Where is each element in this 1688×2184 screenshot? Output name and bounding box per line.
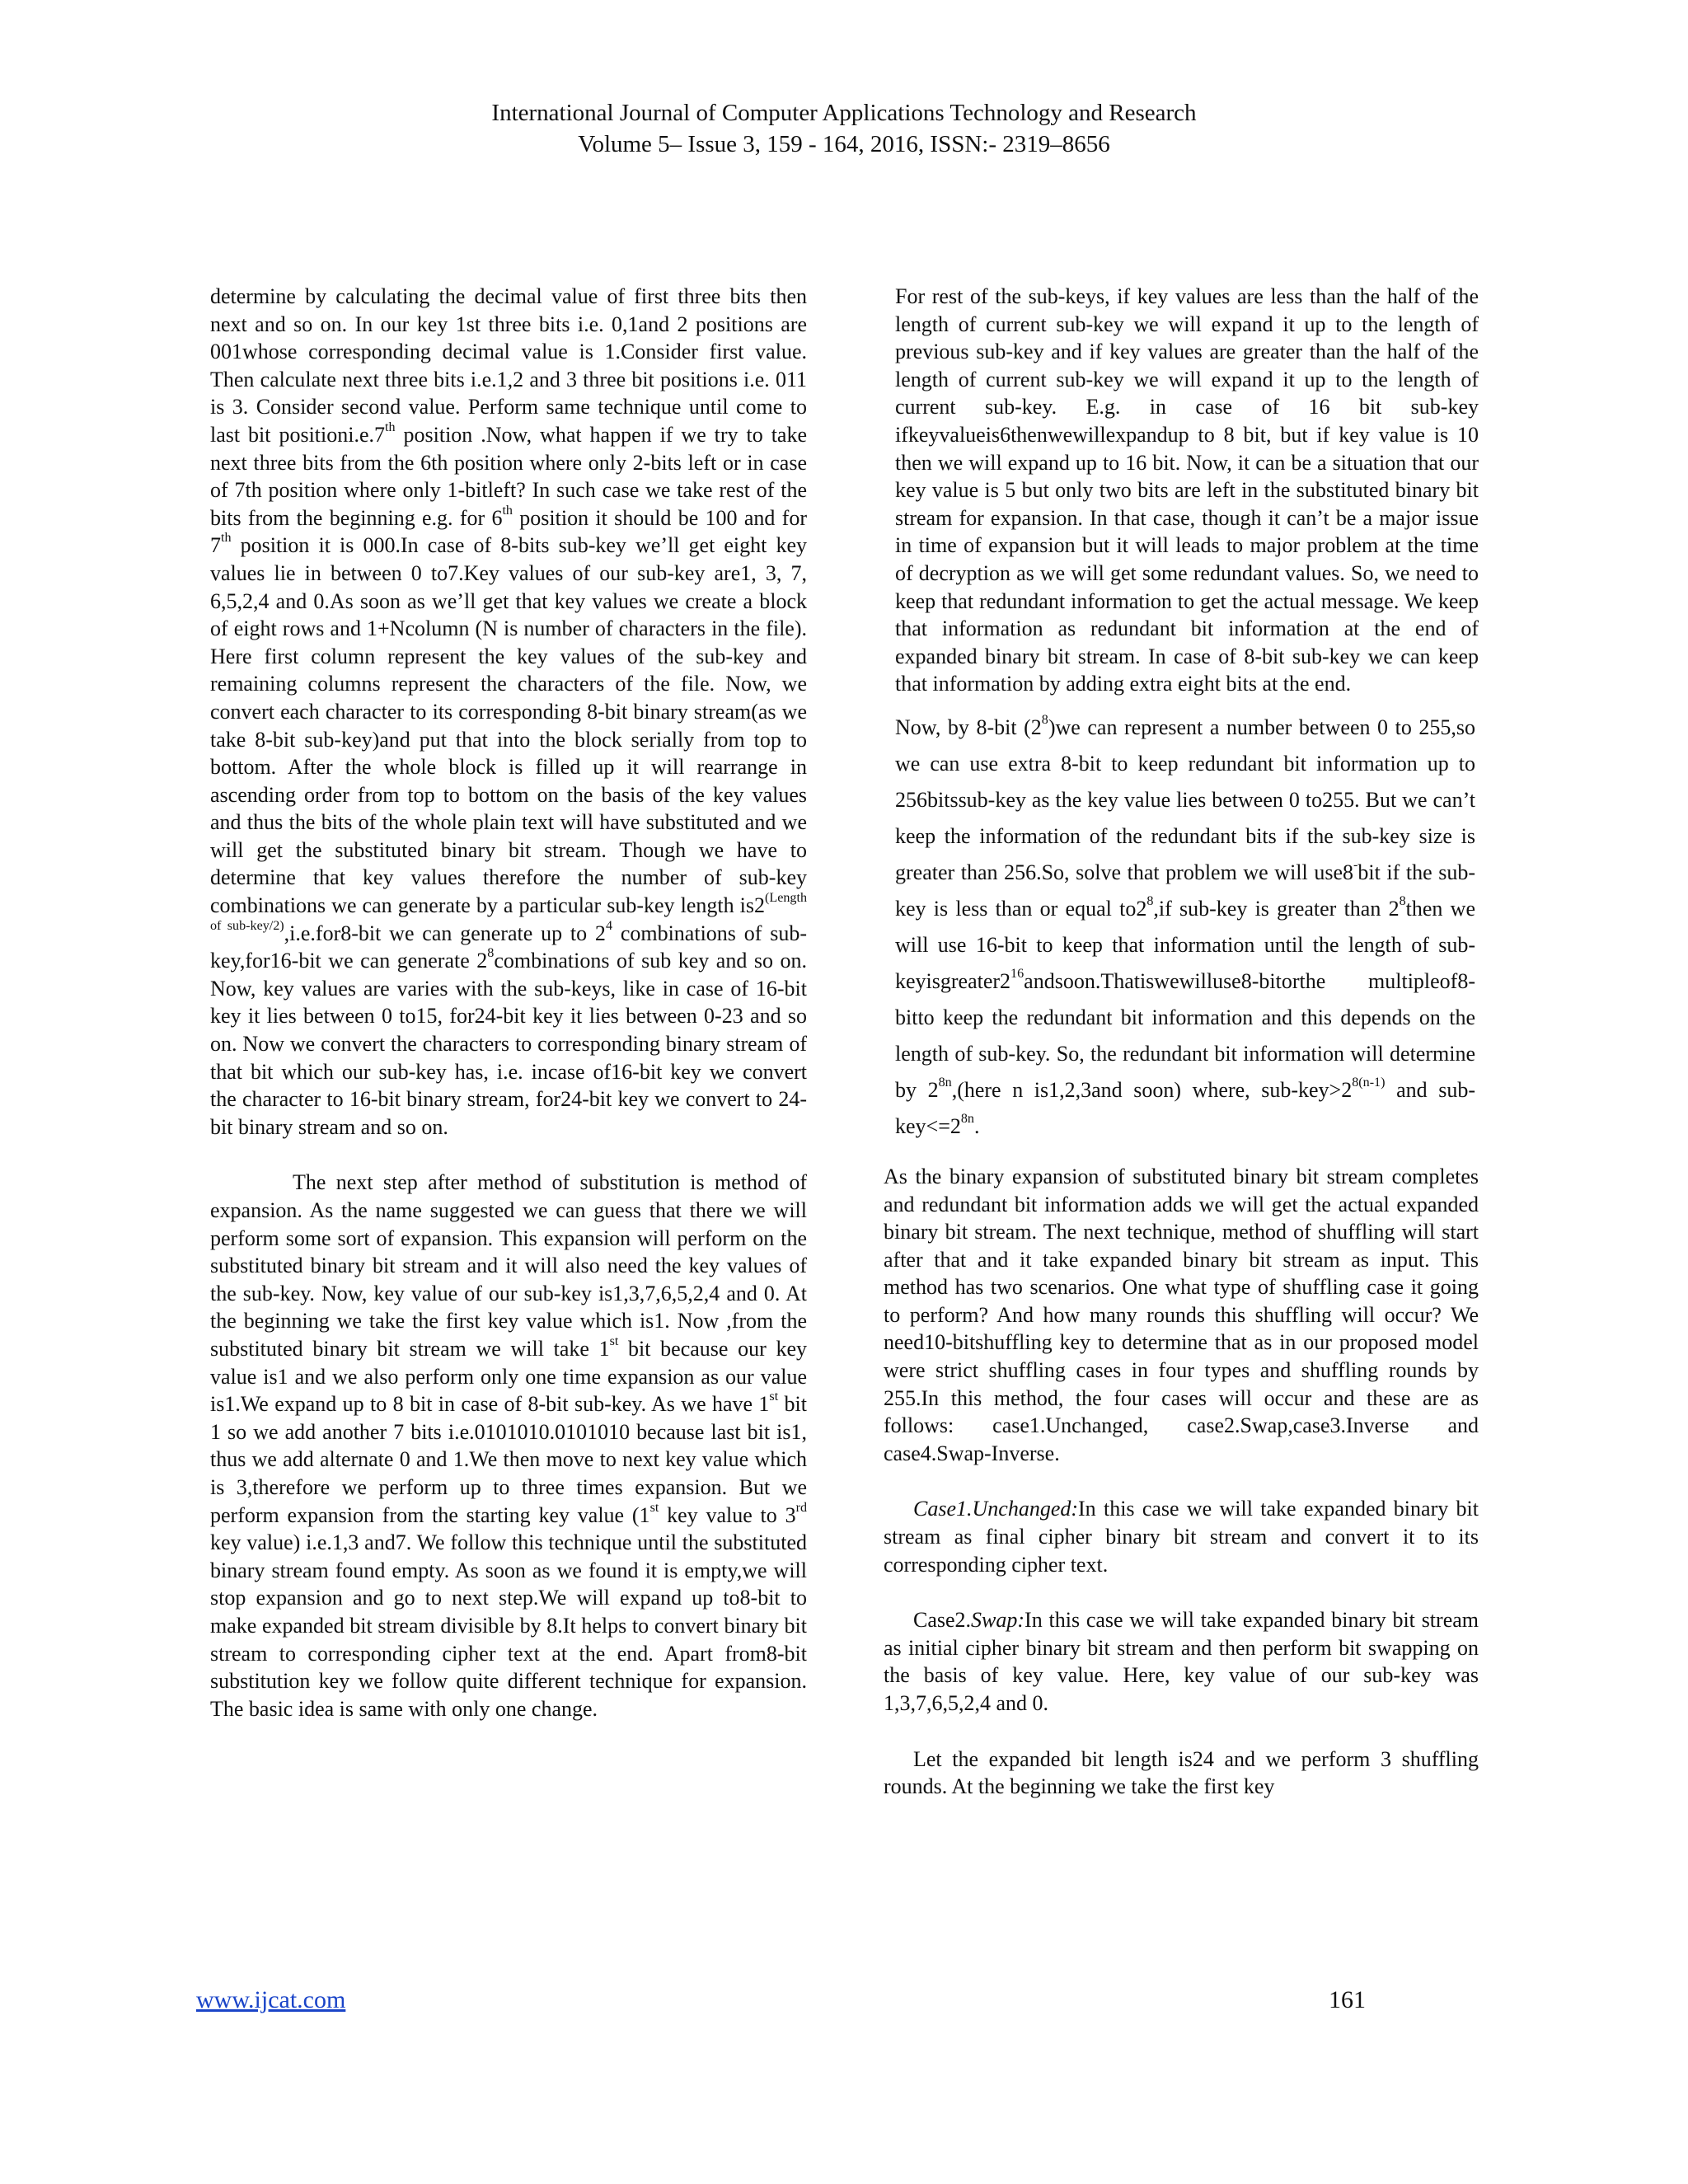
- paragraph-rest-of-sub-keys: For rest of the sub-keys, if key values are less than the half of the length of current sub-key we will expand it up to the length of previous sub-key and if key values are greater than the half of the length of current sub-key we will expand it up to the length of current sub-key. E.g. in case of 16 bit sub-key ifkeyvalueis6thenwewillexpandup to 8 bit, but if key value is 10 then we will expand up to 16 bit. Now, it can be a situation that our key value is 5 but only two bits are left in the substituted binary bit stream for expansion. In that case, though it can’t be a major issue in time of expansion but it will leads to major problem at the time of decryption as we will get some redundant values. So, we need to keep that redundant information to get the actual message. We keep that information as redundant bit information at the end of expanded binary bit stream. In case of 8-bit sub-key we can keep that information by adding extra eight bits at the end.: [895, 284, 1479, 696]
- case2-label: Swap:: [971, 1608, 1025, 1633]
- paragraph-substitution-key-values: determine by calculating the decimal value of first three bits then next and so on. In our key 1st three bits i.e. 0,1and 2 positions are 001whose corresponding decimal value is 1.Consider first value. Then calculate next three bits i.e.1,2 and 3 three bit positions i.e. 011 is 3. Consider second value. Perform same technique until come to last bit positioni.e.7th position .Now, what happen if we try to take next three bits from the 6th position where only 2-bits left or in case of 7th position where only 1-bitleft? In such case we take rest of the bits from the beginning e.g. for 6th position it should be 100 and for 7th position it is 000.In case of 8-bits sub-key we’ll get eight key values lie in between 0 to7.Key values of our sub-key are1, 3, 7, 6,5,2,4 and 0.As soon as we’ll get that key values we create a block of eight rows and 1+Ncolumn (N is number of characters in the file). Here first column represent the key values of the sub-key and remaining columns represent the characters of the file. Now, we convert each character to its corresponding 8-bit binary stream(as we take 8-bit sub-key)and put that into the block serially from top to bottom. After the whole block is filled up it will rearrange in ascending order from top to bottom on the basis of the key values and thus the bits of the whole plain text will have substituted and we will get the substituted binary bit stream. Though we have to determine that key values therefore the number of sub-key combinations we can generate by a particular sub-key length $is2^{(Length of sub-key/2)},i.e.for8$-bit we can generate up to $2^4$ combinations of sub-key,for16-bit we can generate $2^8combinations$ of sub key and so on. Now, key values are varies with the sub-keys, like in case of 16-bit key it lies between 0 to15, for24-bit key it lies between 0-23 and so on. Now we convert the characters to corresponding binary stream of that bit which our sub-key has, i.e. incase of16-bit key we convert the character to 16-bit binary stream, for24-bit key we convert to 24-bit binary stream and so on.: [210, 284, 807, 1139]
- left-column: [210, 283, 807, 1750]
- paragraph-method-of-shuffling: As the binary expansion of substituted binary bit stream completes and redundant bit information adds we will get the actual expanded binary bit stream. The next technique, method of shuffling will start after that and it take expanded binary bit stream as input. This method has two scenarios. One what type of shuffling case it going to perform? And how many rounds this shuffling will occur? We need10-bitshuffling key to determine that as in our proposed model were strict shuffling cases in four types and shuffling rounds by 255.In this method, the four cases will occur and these are as follows: case1.Unchanged, case2.Swap,case3.Inverse and case4.Swap-Inverse.: [884, 1164, 1479, 1465]
- paragraph-expanded-bit-length: Let the expanded bit length is24 and we perform 3 shuffling rounds. At the beginning we take the first key: [884, 1746, 1479, 1799]
- journal-volume: Volume 5– Issue 3, 159 - 164, 2016, ISSN:- 2319–8656: [578, 131, 1110, 157]
- paragraph-method-of-expansion: The next step after method of substitution is method of expansion. As the name suggested we can guess that there we will perform some sort of expansion. This expansion will perform on the substituted binary bit stream and it will also need the key values of the sub-key. Now, key value of our sub-key is1,3,7,6,5,2,4 and 0. At the beginning we take the first key value which is1. Now ,from the substituted binary bit stream we will take 1st bit because our key value is1 and we also perform only one time expansion as our value is1.We expand up to 8 bit in case of 8-bit sub-key. As we have 1st bit 1 so we add another 7 bits i.e.0101010.0101010 because last bit is1, thus we add alternate 0 and 1.We then move to next key value which is 3,therefore we perform up to three times expansion. But we perform expansion from the starting key value (1st key value to 3rd key value) i.e.1,3 and7. We follow this technique until the substituted binary stream found empty. As soon as we found it is empty,we will stop expansion and go to next step.We will expand up to8-bit to make expanded bit stream divisible by 8.It helps to convert binary bit stream to corresponding cipher text at the end. Apart from8-bit substitution key we follow quite different technique for expansion. The basic idea is same with only one change.: [210, 1170, 808, 1721]
- case1-label: Case1.Unchanged:: [913, 1497, 1079, 1521]
- page-number: 161: [1329, 1986, 1366, 2013]
- paragraph-redundant-bit-information: Now, by 8-bit $(2^8)we$ can represent a number between 0 to 255,so we can use extra 8-bit to keep redundant bit information up to 256bitssub-key as the key value lies between 0 to255. But we can’t keep the information of the redundant bits if the sub-key size is greater than 256.So, solve that problem we will use8-bit if the sub-key is less than or equal $to2^8,if$ sub-key is greater than $2^8then$ we will use 16-bit to keep that information until the length of sub-$keyisgreater2^{16}andsoon.Thatiswewilluse8$-bitorthe multipleof8-bitto keep the redundant bit information and this depends on the length of sub-key. So, the redundant bit information will determine by $2^{8n},(here$ n is1,2,3and soon) where, sub-$key>2^{8(n-1)}$ and sub-$key<=2^{8n}$.: [895, 713, 1475, 1138]
- page-header: [0, 97, 1688, 160]
- paragraph-case2-swap: Case2.Swap:In this case we will take expanded binary bit stream as initial cipher binary bit stream and then perform bit swapping on the basis of key value. Here, key value of our sub-key was 1,3,7,6,5,2,4 and 0.: [884, 1608, 1479, 1715]
- right-column: [884, 283, 1479, 1829]
- paragraph-case1-unchanged: Case1.Unchanged:In this case we will take expanded binary bit stream as final cipher binary bit stream and convert it to its corresponding cipher text.: [884, 1497, 1479, 1577]
- journal-title: International Journal of Computer Applications Technology and Research: [491, 100, 1197, 126]
- journal-website-link[interactable]: www.ijcat.com: [196, 1986, 346, 2013]
